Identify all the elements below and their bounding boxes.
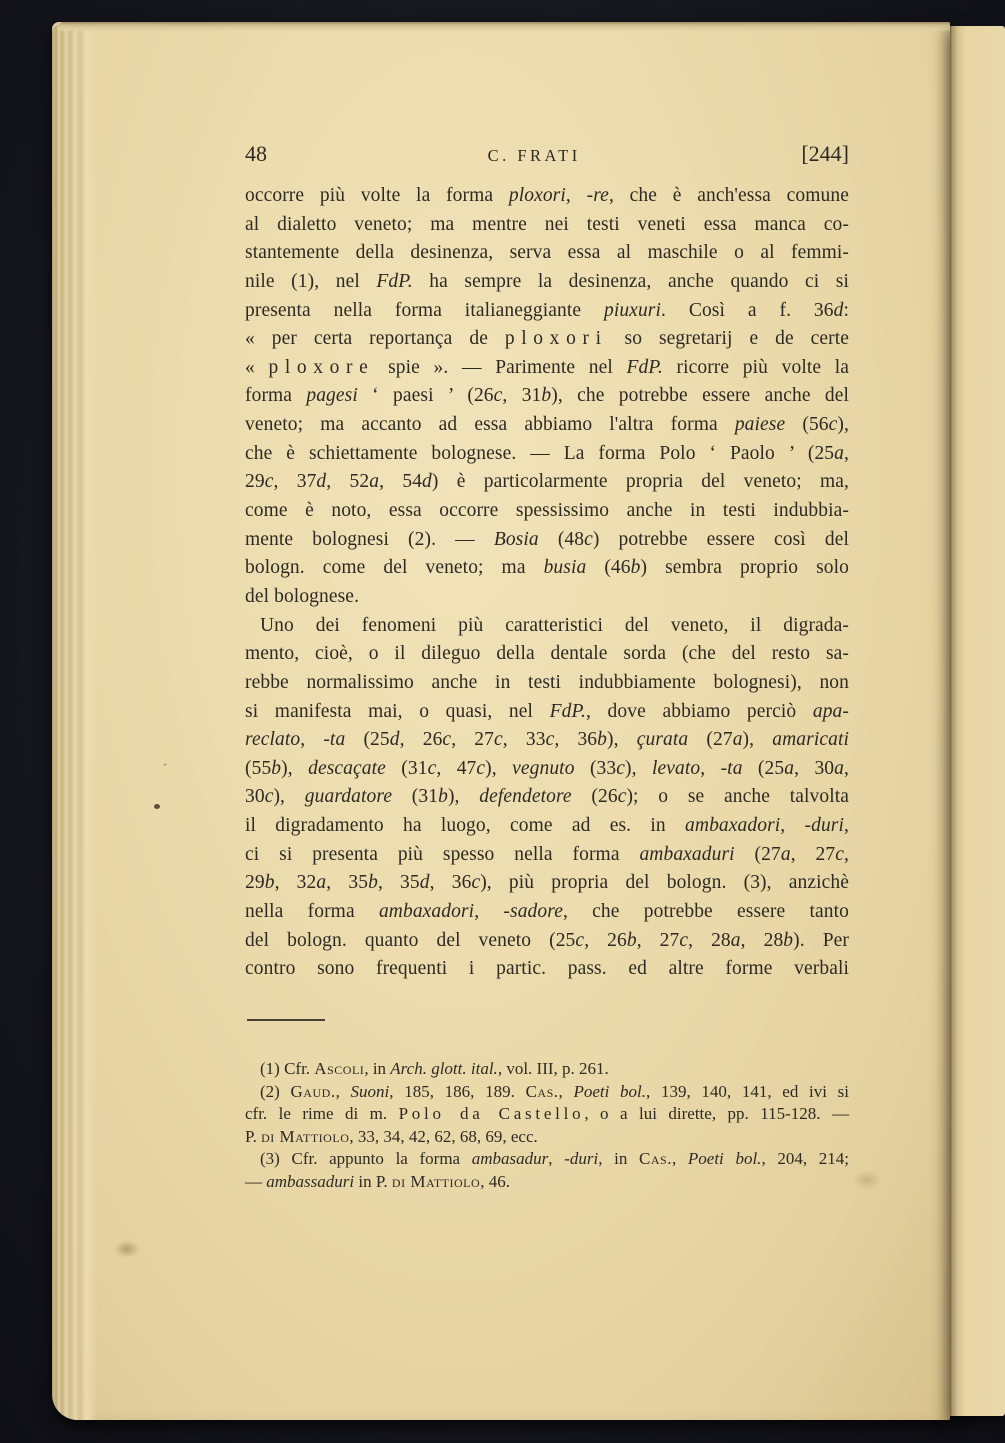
- footnotes: [245, 1058, 849, 1194]
- text-line: del bologn. quanto del veneto (25c, 26b, 27c, 28a, 28b). Per: [245, 929, 849, 951]
- footnote-separator: [247, 1019, 325, 1021]
- text-line: Uno dei fenomeni più caratteristici del veneto, il digrada-: [260, 614, 849, 636]
- page-stain: [114, 1240, 140, 1258]
- text-line: si manifesta mai, o quasi, nel FdP., dove abbiamo perciò apa-: [245, 700, 849, 722]
- text-line: — ambassaduri in P. di Mattiolo, 46.: [245, 1171, 510, 1191]
- text-line: bologn. come del veneto; ma busia (46b) sembra proprio solo: [245, 557, 849, 579]
- text-line: (3) Cfr. appunto la forma ambasadur, -duri, in Cas., Poeti bol., 204, 214;: [260, 1149, 849, 1169]
- text-line: reclato, -ta (25d, 26c, 27c, 33c, 36b), çurata (27a), amaricati: [245, 729, 849, 751]
- text-line: del bolognese.: [245, 585, 360, 607]
- text-line: rebbe normalissimo anche in testi indubbiamente bolognesi), non: [245, 671, 849, 693]
- text-line: al dialetto veneto; ma mentre nei testi veneti essa manca co-: [245, 213, 849, 235]
- text-line: (55b), descaçate (31c, 47c), vegnuto (33c), levato, -ta (25a, 30a,: [245, 757, 849, 779]
- text-line: (2) Gaud., Suoni, 185, 186, 189. Cas., Poeti bol., 139, 140, 141, ed ivi si: [260, 1081, 850, 1101]
- text-line: come è noto, essa occorre spessissimo anche in testi indubbia-: [245, 500, 849, 522]
- body-text: [245, 182, 849, 984]
- text-line: presenta nella forma italianeggiante piuxuri. Così a f. 36d:: [245, 299, 850, 321]
- text-line: nile (1), nel FdP. ha sempre la desinenza, anche quando ci si: [245, 270, 849, 292]
- text-line: cfr. le rime di m. Polo da Castello, o a lui dirette, pp. 115-128. —: [245, 1104, 849, 1124]
- text-line: (1) Cfr. Ascoli, in Arch. glott. ital., vol. III, p. 261.: [260, 1059, 609, 1078]
- text-line: mente bolognesi (2). — Bosia (48c) potrebbe essere così del: [245, 528, 849, 550]
- text-line: contro sono frequenti i partic. pass. ed altre forme verbali: [245, 958, 849, 980]
- page-stack-edges: [52, 25, 98, 1420]
- text-line: nella forma ambaxadori, -sadore, che potrebbe essere tanto: [245, 901, 850, 923]
- text-line: 29b, 32a, 35b, 35d, 36c), più propria del bologn. (3), anzichè: [245, 872, 850, 894]
- text-line: mento, cioè, o il dileguo della dentale sorda (che del resto sa-: [245, 643, 849, 665]
- text-line: ci si presenta più spesso nella forma ambaxaduri (27a, 27c,: [245, 843, 849, 865]
- text-line: veneto; ma accanto ad essa abbiamo l'altra forma paiese (56c),: [245, 414, 849, 436]
- text-line: « ploxore spie ». — Parimente nel FdP. ricorre più volte la: [245, 356, 850, 378]
- text-line: il digradamento ha luogo, come ad es. in ambaxadori, -duri,: [245, 815, 849, 837]
- book-page: [52, 22, 950, 1420]
- page-stain: [154, 804, 160, 809]
- text-line: 29c, 37d, 52a, 54d) è particolarmente propria del veneto; ma,: [245, 471, 849, 493]
- page-top-edge: [57, 22, 950, 32]
- column-number: [244]: [801, 141, 849, 166]
- adjacent-page-edge: [950, 26, 1005, 1416]
- page-number: 48: [245, 141, 267, 166]
- page-header: [245, 138, 849, 170]
- text-line: « per certa reportança de ploxori so segretarij e de certe: [245, 328, 849, 350]
- running-title: C. FRATI: [487, 146, 581, 165]
- page-stain: [852, 1170, 882, 1190]
- text-line: che è schiettamente bolognese. — La forma Polo ‘ Paolo ’ (25a,: [245, 442, 849, 464]
- text-line: forma pagesi ‘ paesi ’ (26c, 31b), che potrebbe essere anche del: [245, 385, 849, 407]
- text-line: stantemente della desinenza, serva essa al maschile o al femmi-: [245, 242, 849, 264]
- text-line: 30c), guardatore (31b), defendetore (26c); o se anche talvolta: [245, 786, 849, 808]
- text-line: P. di Mattiolo, 33, 34, 42, 62, 68, 69, ecc.: [245, 1126, 538, 1146]
- text-line: occorre più volte la forma ploxori, -re, che è anch'essa comune: [245, 185, 849, 206]
